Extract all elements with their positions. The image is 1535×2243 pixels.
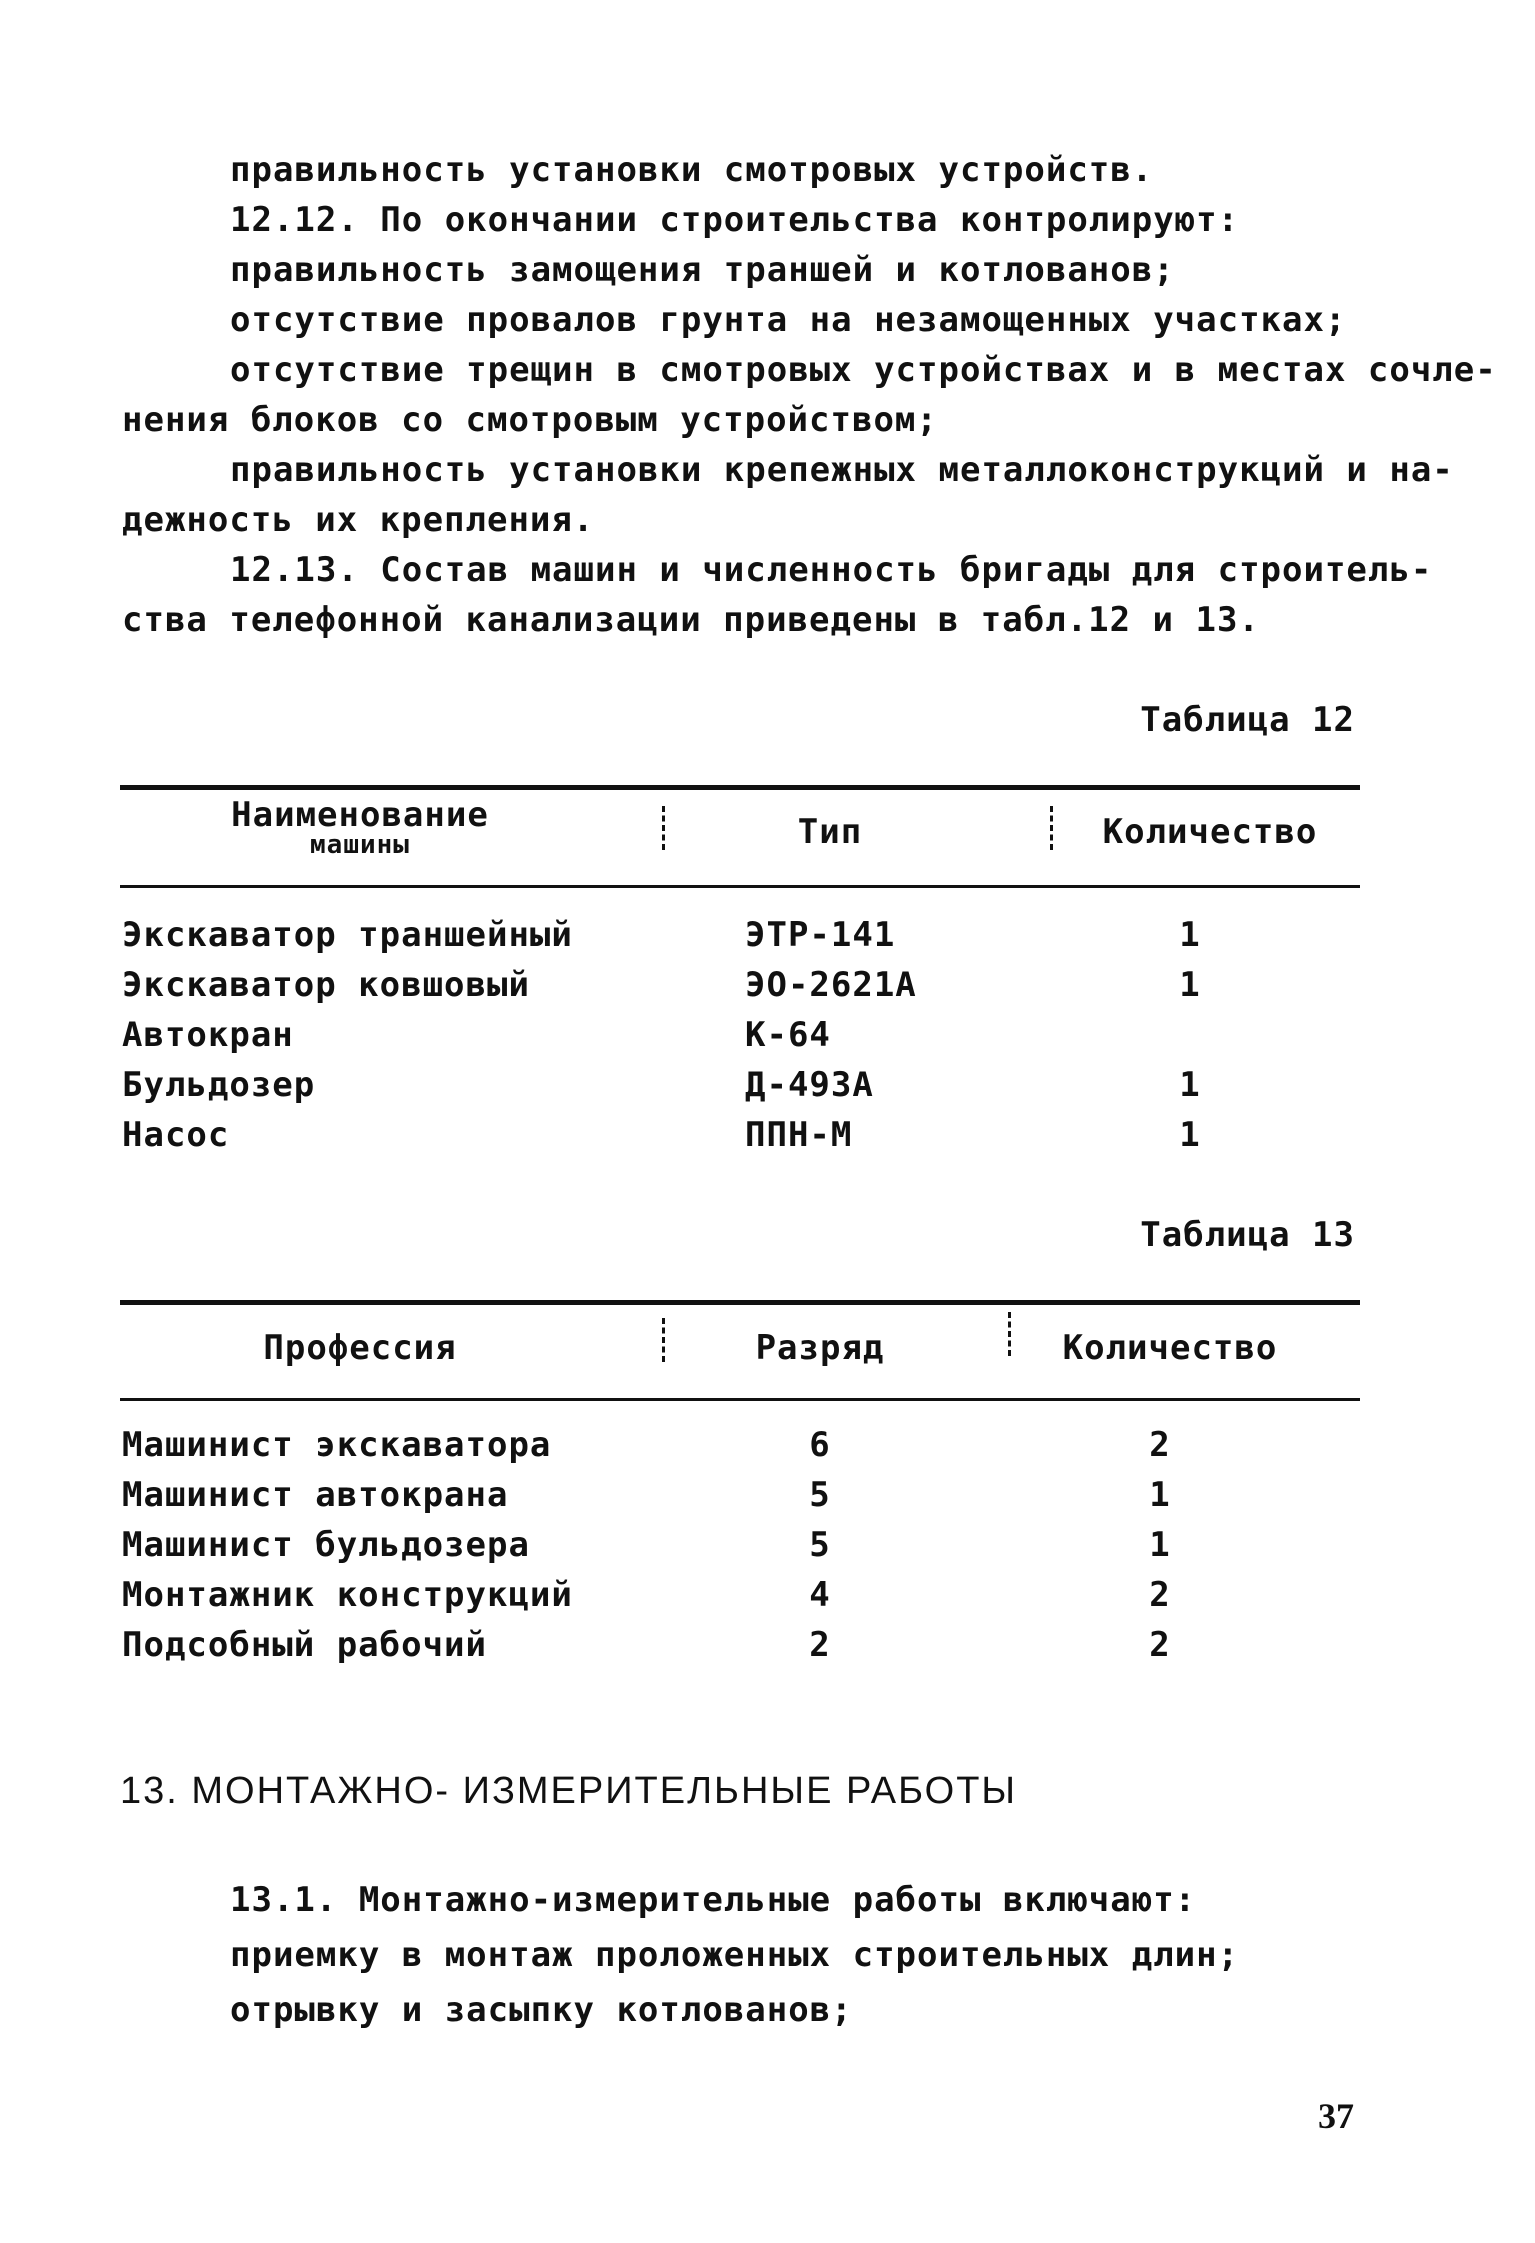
- table-cell: 1: [1179, 1065, 1201, 1105]
- header-text: Наименование: [231, 795, 489, 835]
- table-cell: Д-493А: [745, 1065, 874, 1105]
- text-line: дежность их крепления.: [122, 500, 595, 540]
- text-line: 13.1. Монтажно-измерительные работы включают:: [230, 1880, 1197, 1920]
- section-heading: 13. МОНТАЖНО- ИЗМЕРИТЕЛЬНЫЕ РАБОТЫ: [120, 1770, 1018, 1812]
- text-line: ства телефонной канализации приведены в табл.12 и 13.: [122, 600, 1260, 640]
- table-cell: Машинист автокрана: [122, 1475, 509, 1515]
- table-header-rule: [120, 1398, 1360, 1401]
- text-line: правильность замощения траншей и котлованов;: [230, 250, 1175, 290]
- page-number: 37: [1318, 2096, 1354, 2136]
- column-header-quantity: Количество: [1102, 812, 1318, 852]
- table-cell: 1: [1149, 1475, 1171, 1515]
- table-cell: Машинист бульдозера: [122, 1525, 530, 1565]
- column-header-grade: Разряд: [755, 1328, 885, 1368]
- table-cell: ЭО-2621А: [745, 965, 917, 1005]
- table-cell: 1: [1149, 1525, 1171, 1565]
- table-cell: 2: [1149, 1575, 1171, 1615]
- column-header-name: [180, 795, 540, 860]
- column-separator: [662, 1318, 665, 1362]
- column-header-type: Тип: [797, 812, 863, 852]
- table-top-rule: [120, 1300, 1360, 1305]
- table-cell: Машинист экскаватора: [122, 1425, 552, 1465]
- table-cell: 2: [1149, 1625, 1171, 1665]
- table-top-rule: [120, 785, 1360, 790]
- header-text: машины: [310, 830, 410, 860]
- table-cell: Автокран: [122, 1015, 294, 1055]
- table-caption: Таблица 13: [1140, 1215, 1355, 1255]
- table-cell: Экскаватор ковшовый: [122, 965, 530, 1005]
- table-cell: Бульдозер: [122, 1065, 316, 1105]
- table-header-rule: [120, 885, 1360, 888]
- table-cell: 1: [1179, 915, 1201, 955]
- table-cell: Экскаватор траншейный: [122, 915, 573, 955]
- text-line: отсутствие трещин в смотровых устройствах и в местах сочле-: [230, 350, 1497, 390]
- table-cell: 1: [1179, 965, 1201, 1005]
- text-line: правильность установки смотровых устройств.: [230, 150, 1154, 190]
- table-cell: 6: [809, 1425, 831, 1465]
- column-separator: [1050, 806, 1053, 850]
- table-cell: Насос: [122, 1115, 230, 1155]
- table-caption: Таблица 12: [1140, 700, 1355, 740]
- table-cell: 1: [1179, 1115, 1201, 1155]
- table-cell: 4: [809, 1575, 831, 1615]
- column-separator: [662, 806, 665, 850]
- text-line: правильность установки крепежных металлоконструкций и на-: [230, 450, 1454, 490]
- table-cell: К-64: [745, 1015, 831, 1055]
- table-cell: Подсобный рабочий: [122, 1625, 487, 1665]
- table-cell: 5: [809, 1525, 831, 1565]
- table-cell: ЭТР-141: [745, 915, 896, 955]
- text-line: 12.13. Состав машин и численность бригады для строитель-: [230, 550, 1433, 590]
- table-cell: 2: [809, 1625, 831, 1665]
- text-line: отрывку и засыпку котлованов;: [230, 1990, 853, 2030]
- text-line: нения блоков со смотровым устройством;: [122, 400, 938, 440]
- column-header-quantity: Количество: [1062, 1328, 1278, 1368]
- column-header-profession: Профессия: [263, 1328, 457, 1368]
- column-separator: [1008, 1312, 1011, 1356]
- table-cell: 5: [809, 1475, 831, 1515]
- table-cell: 2: [1149, 1425, 1171, 1465]
- text-line: отсутствие провалов грунта на незамощенных участках;: [230, 300, 1347, 340]
- text-line: приемку в монтаж проложенных строительных длин;: [230, 1935, 1240, 1975]
- table-cell: Монтажник конструкций: [122, 1575, 573, 1615]
- text-line: 12.12. По окончании строительства контролируют:: [230, 200, 1240, 240]
- table-cell: ППН-М: [745, 1115, 853, 1155]
